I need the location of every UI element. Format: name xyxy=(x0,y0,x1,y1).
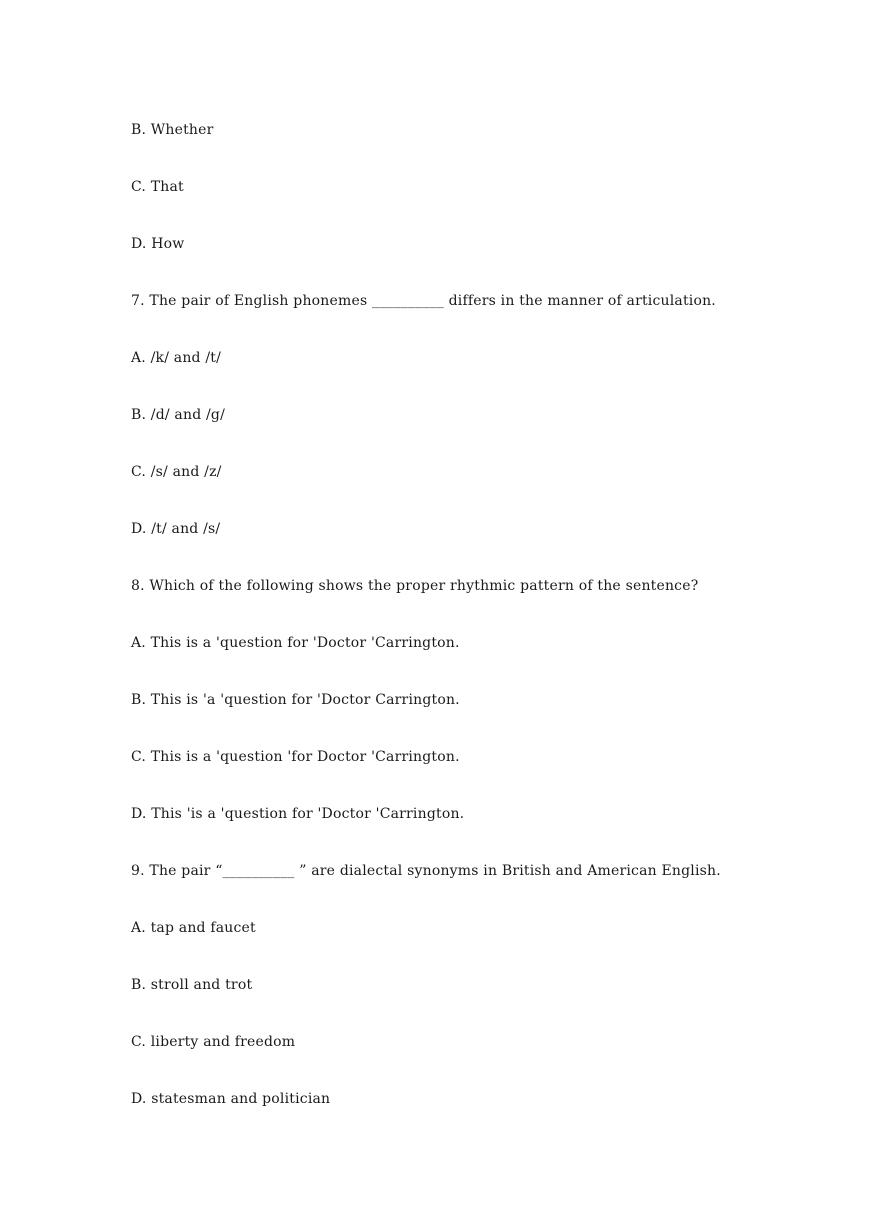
option-b-q9: B. stroll and trot xyxy=(131,977,253,993)
document-page xyxy=(131,118,771,1144)
question-7: 7. The pair of English phonemes __________ differs in the manner of articulation. xyxy=(131,293,716,309)
option-d-q8: D. This 'is a 'question for 'Doctor 'Carrington. xyxy=(131,806,465,822)
option-c-q9: C. liberty and freedom xyxy=(131,1034,296,1050)
option-b-q7: B. /d/ and /g/ xyxy=(131,407,226,423)
option-b-q6: B. Whether xyxy=(131,122,214,138)
option-d-q6: D. How xyxy=(131,236,185,252)
option-a-q8: A. This is a 'question for 'Doctor 'Carrington. xyxy=(131,635,460,651)
option-b-q8: B. This is 'a 'question for 'Doctor Carrington. xyxy=(131,692,460,708)
option-c-q7: C. /s/ and /z/ xyxy=(131,464,222,480)
option-c-q6: C. That xyxy=(131,179,184,195)
option-d-q7: D. /t/ and /s/ xyxy=(131,521,221,537)
option-d-q9: D. statesman and politician xyxy=(131,1091,331,1107)
option-a-q9: A. tap and faucet xyxy=(131,920,256,936)
option-a-q7: A. /k/ and /t/ xyxy=(131,350,222,366)
option-c-q8: C. This is a 'question 'for Doctor 'Carrington. xyxy=(131,749,460,765)
question-9: 9. The pair “__________ ” are dialectal synonyms in British and American English. xyxy=(131,863,721,879)
question-8: 8. Which of the following shows the proper rhythmic pattern of the sentence? xyxy=(131,578,699,594)
